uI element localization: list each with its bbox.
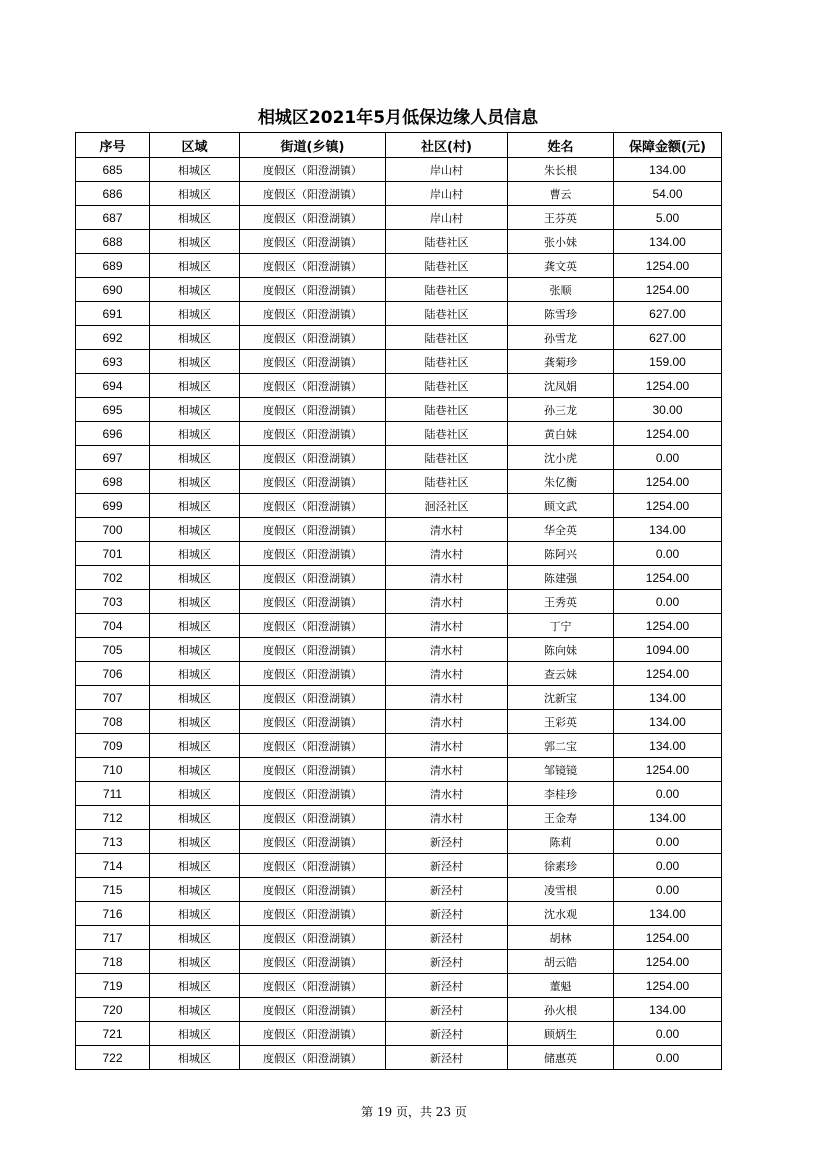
cell-name: 凌雪根 xyxy=(508,878,614,902)
table-row xyxy=(76,686,722,710)
cell-amount: 1254.00 xyxy=(614,254,722,278)
cell-district: 相城区 xyxy=(150,422,240,446)
cell-index: 692 xyxy=(76,326,150,350)
cell-community: 新泾村 xyxy=(386,878,508,902)
cell-index: 702 xyxy=(76,566,150,590)
cell-community: 清水村 xyxy=(386,758,508,782)
cell-district: 相城区 xyxy=(150,518,240,542)
cell-district: 相城区 xyxy=(150,542,240,566)
cell-name: 龚菊珍 xyxy=(508,350,614,374)
table-row xyxy=(76,878,722,902)
cell-index: 688 xyxy=(76,230,150,254)
cell-name: 李桂珍 xyxy=(508,782,614,806)
cell-street: 度假区（阳澄湖镇） xyxy=(240,830,386,854)
document-title: 相城区2021年5月低保边缘人员信息 xyxy=(257,108,539,128)
cell-district: 相城区 xyxy=(150,470,240,494)
table-row xyxy=(76,830,722,854)
cell-street: 度假区（阳澄湖镇） xyxy=(240,686,386,710)
cell-district: 相城区 xyxy=(150,494,240,518)
cell-community: 清水村 xyxy=(386,518,508,542)
cell-street: 度假区（阳澄湖镇） xyxy=(240,854,386,878)
cell-community: 新泾村 xyxy=(386,1022,508,1046)
table-row xyxy=(76,566,722,590)
cell-community: 清水村 xyxy=(386,710,508,734)
cell-amount: 134.00 xyxy=(614,710,722,734)
cell-index: 712 xyxy=(76,806,150,830)
cell-district: 相城区 xyxy=(150,830,240,854)
column-header-name: 姓名 xyxy=(508,133,614,158)
cell-name: 董魁 xyxy=(508,974,614,998)
cell-district: 相城区 xyxy=(150,614,240,638)
table-row xyxy=(76,542,722,566)
table-row xyxy=(76,230,722,254)
cell-street: 度假区（阳澄湖镇） xyxy=(240,878,386,902)
cell-district: 相城区 xyxy=(150,326,240,350)
cell-index: 722 xyxy=(76,1046,150,1070)
cell-district: 相城区 xyxy=(150,158,240,182)
cell-community: 岸山村 xyxy=(386,206,508,230)
cell-index: 715 xyxy=(76,878,150,902)
cell-amount: 1254.00 xyxy=(614,278,722,302)
cell-name: 储惠英 xyxy=(508,1046,614,1070)
table-row xyxy=(76,182,722,206)
cell-street: 度假区（阳澄湖镇） xyxy=(240,518,386,542)
table-row xyxy=(76,710,722,734)
cell-community: 陆巷社区 xyxy=(386,470,508,494)
cell-amount: 0.00 xyxy=(614,782,722,806)
cell-name: 曹云 xyxy=(508,182,614,206)
cell-name: 张小妹 xyxy=(508,230,614,254)
table-body xyxy=(76,158,722,1070)
cell-index: 691 xyxy=(76,302,150,326)
cell-district: 相城区 xyxy=(150,782,240,806)
cell-index: 708 xyxy=(76,710,150,734)
cell-community: 陆巷社区 xyxy=(386,254,508,278)
column-header-amount: 保障金额(元) xyxy=(614,133,722,158)
cell-name: 陈莉 xyxy=(508,830,614,854)
cell-name: 王金寿 xyxy=(508,806,614,830)
cell-amount: 134.00 xyxy=(614,998,722,1022)
cell-index: 698 xyxy=(76,470,150,494)
cell-street: 度假区（阳澄湖镇） xyxy=(240,998,386,1022)
cell-street: 度假区（阳澄湖镇） xyxy=(240,974,386,998)
cell-district: 相城区 xyxy=(150,398,240,422)
cell-amount: 0.00 xyxy=(614,542,722,566)
cell-community: 陆巷社区 xyxy=(386,422,508,446)
cell-amount: 134.00 xyxy=(614,902,722,926)
cell-street: 度假区（阳澄湖镇） xyxy=(240,278,386,302)
cell-community: 岸山村 xyxy=(386,158,508,182)
table-row xyxy=(76,638,722,662)
cell-community: 陆巷社区 xyxy=(386,374,508,398)
table-row xyxy=(76,854,722,878)
cell-amount: 627.00 xyxy=(614,326,722,350)
cell-name: 王彩英 xyxy=(508,710,614,734)
cell-name: 孙火根 xyxy=(508,998,614,1022)
cell-district: 相城区 xyxy=(150,878,240,902)
cell-street: 度假区（阳澄湖镇） xyxy=(240,350,386,374)
cell-street: 度假区（阳澄湖镇） xyxy=(240,734,386,758)
cell-street: 度假区（阳澄湖镇） xyxy=(240,158,386,182)
cell-name: 陈建强 xyxy=(508,566,614,590)
table-header-row xyxy=(76,133,722,158)
cell-district: 相城区 xyxy=(150,182,240,206)
table-row xyxy=(76,614,722,638)
cell-community: 新泾村 xyxy=(386,950,508,974)
cell-amount: 0.00 xyxy=(614,1022,722,1046)
cell-district: 相城区 xyxy=(150,566,240,590)
cell-index: 706 xyxy=(76,662,150,686)
cell-index: 720 xyxy=(76,998,150,1022)
cell-district: 相城区 xyxy=(150,974,240,998)
cell-street: 度假区（阳澄湖镇） xyxy=(240,446,386,470)
cell-name: 沈凤娟 xyxy=(508,374,614,398)
table-row xyxy=(76,902,722,926)
cell-amount: 134.00 xyxy=(614,734,722,758)
cell-name: 邹镜镜 xyxy=(508,758,614,782)
cell-index: 709 xyxy=(76,734,150,758)
table-row xyxy=(76,374,722,398)
cell-amount: 54.00 xyxy=(614,182,722,206)
cell-name: 沈水观 xyxy=(508,902,614,926)
cell-amount: 1254.00 xyxy=(614,422,722,446)
cell-district: 相城区 xyxy=(150,230,240,254)
cell-community: 新泾村 xyxy=(386,926,508,950)
cell-street: 度假区（阳澄湖镇） xyxy=(240,926,386,950)
page-number: 第 19 页，共 23 页 xyxy=(361,1105,467,1119)
cell-community: 清水村 xyxy=(386,806,508,830)
table-row xyxy=(76,662,722,686)
cell-index: 714 xyxy=(76,854,150,878)
table-row xyxy=(76,1046,722,1070)
cell-district: 相城区 xyxy=(150,278,240,302)
cell-community: 新泾村 xyxy=(386,998,508,1022)
cell-street: 度假区（阳澄湖镇） xyxy=(240,638,386,662)
column-header-index: 序号 xyxy=(76,133,150,158)
table-row xyxy=(76,326,722,350)
cell-amount: 134.00 xyxy=(614,230,722,254)
cell-street: 度假区（阳澄湖镇） xyxy=(240,230,386,254)
cell-district: 相城区 xyxy=(150,758,240,782)
cell-amount: 134.00 xyxy=(614,518,722,542)
cell-district: 相城区 xyxy=(150,854,240,878)
table-row xyxy=(76,398,722,422)
column-header-community: 社区(村) xyxy=(386,133,508,158)
cell-name: 孙三龙 xyxy=(508,398,614,422)
cell-index: 697 xyxy=(76,446,150,470)
cell-street: 度假区（阳澄湖镇） xyxy=(240,758,386,782)
cell-street: 度假区（阳澄湖镇） xyxy=(240,950,386,974)
cell-amount: 1254.00 xyxy=(614,374,722,398)
table-row xyxy=(76,518,722,542)
cell-name: 胡云皓 xyxy=(508,950,614,974)
cell-district: 相城区 xyxy=(150,590,240,614)
cell-district: 相城区 xyxy=(150,662,240,686)
cell-index: 713 xyxy=(76,830,150,854)
cell-index: 696 xyxy=(76,422,150,446)
cell-amount: 0.00 xyxy=(614,878,722,902)
cell-index: 710 xyxy=(76,758,150,782)
cell-community: 清水村 xyxy=(386,638,508,662)
cell-community: 新泾村 xyxy=(386,854,508,878)
cell-index: 693 xyxy=(76,350,150,374)
cell-street: 度假区（阳澄湖镇） xyxy=(240,710,386,734)
cell-name: 丁宁 xyxy=(508,614,614,638)
cell-street: 度假区（阳澄湖镇） xyxy=(240,806,386,830)
cell-amount: 134.00 xyxy=(614,686,722,710)
cell-community: 陆巷社区 xyxy=(386,326,508,350)
cell-community: 清水村 xyxy=(386,662,508,686)
cell-amount: 1254.00 xyxy=(614,566,722,590)
cell-amount: 1254.00 xyxy=(614,950,722,974)
cell-name: 龚文英 xyxy=(508,254,614,278)
cell-street: 度假区（阳澄湖镇） xyxy=(240,662,386,686)
cell-name: 王秀英 xyxy=(508,590,614,614)
cell-index: 719 xyxy=(76,974,150,998)
table-row xyxy=(76,998,722,1022)
cell-name: 陈雪珍 xyxy=(508,302,614,326)
cell-amount: 1254.00 xyxy=(614,926,722,950)
cell-amount: 5.00 xyxy=(614,206,722,230)
cell-name: 黄白妹 xyxy=(508,422,614,446)
cell-district: 相城区 xyxy=(150,446,240,470)
cell-index: 701 xyxy=(76,542,150,566)
cell-amount: 1094.00 xyxy=(614,638,722,662)
cell-index: 686 xyxy=(76,182,150,206)
cell-index: 695 xyxy=(76,398,150,422)
cell-amount: 627.00 xyxy=(614,302,722,326)
cell-community: 清水村 xyxy=(386,590,508,614)
cell-street: 度假区（阳澄湖镇） xyxy=(240,302,386,326)
cell-name: 郭二宝 xyxy=(508,734,614,758)
cell-community: 洄泾社区 xyxy=(386,494,508,518)
cell-amount: 1254.00 xyxy=(614,974,722,998)
cell-street: 度假区（阳澄湖镇） xyxy=(240,566,386,590)
cell-community: 清水村 xyxy=(386,686,508,710)
cell-amount: 30.00 xyxy=(614,398,722,422)
cell-name: 胡林 xyxy=(508,926,614,950)
table-row xyxy=(76,758,722,782)
cell-name: 陈向妹 xyxy=(508,638,614,662)
cell-community: 陆巷社区 xyxy=(386,398,508,422)
cell-district: 相城区 xyxy=(150,1046,240,1070)
cell-district: 相城区 xyxy=(150,638,240,662)
cell-amount: 134.00 xyxy=(614,158,722,182)
cell-community: 陆巷社区 xyxy=(386,230,508,254)
cell-amount: 134.00 xyxy=(614,806,722,830)
table-row xyxy=(76,350,722,374)
table-row xyxy=(76,782,722,806)
cell-community: 新泾村 xyxy=(386,830,508,854)
cell-street: 度假区（阳澄湖镇） xyxy=(240,422,386,446)
cell-name: 顾炳生 xyxy=(508,1022,614,1046)
table-row xyxy=(76,422,722,446)
cell-amount: 1254.00 xyxy=(614,614,722,638)
table-row xyxy=(76,446,722,470)
table-row xyxy=(76,494,722,518)
table-row xyxy=(76,806,722,830)
cell-street: 度假区（阳澄湖镇） xyxy=(240,1046,386,1070)
cell-district: 相城区 xyxy=(150,350,240,374)
cell-district: 相城区 xyxy=(150,374,240,398)
cell-index: 699 xyxy=(76,494,150,518)
table-row xyxy=(76,950,722,974)
column-header-street: 街道(乡镇) xyxy=(240,133,386,158)
cell-community: 陆巷社区 xyxy=(386,350,508,374)
cell-community: 清水村 xyxy=(386,734,508,758)
cell-index: 685 xyxy=(76,158,150,182)
cell-street: 度假区（阳澄湖镇） xyxy=(240,542,386,566)
cell-index: 705 xyxy=(76,638,150,662)
cell-street: 度假区（阳澄湖镇） xyxy=(240,590,386,614)
cell-district: 相城区 xyxy=(150,302,240,326)
cell-district: 相城区 xyxy=(150,254,240,278)
cell-street: 度假区（阳澄湖镇） xyxy=(240,902,386,926)
cell-district: 相城区 xyxy=(150,926,240,950)
cell-community: 新泾村 xyxy=(386,974,508,998)
table-row xyxy=(76,734,722,758)
cell-amount: 1254.00 xyxy=(614,470,722,494)
cell-name: 张顺 xyxy=(508,278,614,302)
cell-name: 朱长根 xyxy=(508,158,614,182)
cell-index: 694 xyxy=(76,374,150,398)
cell-index: 703 xyxy=(76,590,150,614)
cell-name: 沈新宝 xyxy=(508,686,614,710)
cell-amount: 1254.00 xyxy=(614,758,722,782)
cell-amount: 159.00 xyxy=(614,350,722,374)
cell-index: 717 xyxy=(76,926,150,950)
cell-street: 度假区（阳澄湖镇） xyxy=(240,254,386,278)
cell-district: 相城区 xyxy=(150,950,240,974)
cell-index: 707 xyxy=(76,686,150,710)
cell-name: 孙雪龙 xyxy=(508,326,614,350)
table-row xyxy=(76,278,722,302)
table-row xyxy=(76,974,722,998)
recipient-table xyxy=(75,132,722,1070)
cell-amount: 1254.00 xyxy=(614,662,722,686)
cell-amount: 0.00 xyxy=(614,1046,722,1070)
cell-district: 相城区 xyxy=(150,998,240,1022)
cell-street: 度假区（阳澄湖镇） xyxy=(240,398,386,422)
cell-community: 新泾村 xyxy=(386,1046,508,1070)
cell-street: 度假区（阳澄湖镇） xyxy=(240,326,386,350)
table-row xyxy=(76,470,722,494)
cell-street: 度假区（阳澄湖镇） xyxy=(240,182,386,206)
cell-community: 陆巷社区 xyxy=(386,278,508,302)
cell-street: 度假区（阳澄湖镇） xyxy=(240,206,386,230)
cell-community: 陆巷社区 xyxy=(386,302,508,326)
cell-amount: 0.00 xyxy=(614,446,722,470)
cell-district: 相城区 xyxy=(150,1022,240,1046)
cell-district: 相城区 xyxy=(150,686,240,710)
cell-community: 岸山村 xyxy=(386,182,508,206)
cell-street: 度假区（阳澄湖镇） xyxy=(240,470,386,494)
cell-community: 清水村 xyxy=(386,542,508,566)
cell-amount: 0.00 xyxy=(614,854,722,878)
cell-community: 清水村 xyxy=(386,566,508,590)
cell-name: 查云妹 xyxy=(508,662,614,686)
cell-community: 陆巷社区 xyxy=(386,446,508,470)
cell-index: 700 xyxy=(76,518,150,542)
table-row xyxy=(76,926,722,950)
cell-name: 王芬英 xyxy=(508,206,614,230)
cell-district: 相城区 xyxy=(150,710,240,734)
cell-street: 度假区（阳澄湖镇） xyxy=(240,614,386,638)
cell-street: 度假区（阳澄湖镇） xyxy=(240,1022,386,1046)
cell-street: 度假区（阳澄湖镇） xyxy=(240,494,386,518)
column-header-district: 区域 xyxy=(150,133,240,158)
cell-district: 相城区 xyxy=(150,902,240,926)
cell-amount: 0.00 xyxy=(614,590,722,614)
cell-name: 沈小虎 xyxy=(508,446,614,470)
cell-index: 690 xyxy=(76,278,150,302)
cell-community: 清水村 xyxy=(386,782,508,806)
cell-street: 度假区（阳澄湖镇） xyxy=(240,782,386,806)
table-row xyxy=(76,302,722,326)
cell-name: 朱亿衡 xyxy=(508,470,614,494)
cell-index: 687 xyxy=(76,206,150,230)
cell-street: 度假区（阳澄湖镇） xyxy=(240,374,386,398)
cell-district: 相城区 xyxy=(150,806,240,830)
cell-amount: 0.00 xyxy=(614,830,722,854)
cell-district: 相城区 xyxy=(150,734,240,758)
table-row xyxy=(76,1022,722,1046)
table-row xyxy=(76,254,722,278)
cell-index: 704 xyxy=(76,614,150,638)
cell-name: 顾文武 xyxy=(508,494,614,518)
cell-index: 721 xyxy=(76,1022,150,1046)
cell-community: 清水村 xyxy=(386,614,508,638)
cell-community: 新泾村 xyxy=(386,902,508,926)
cell-index: 716 xyxy=(76,902,150,926)
cell-name: 徐素珍 xyxy=(508,854,614,878)
cell-index: 711 xyxy=(76,782,150,806)
cell-name: 陈阿兴 xyxy=(508,542,614,566)
cell-district: 相城区 xyxy=(150,206,240,230)
table-row xyxy=(76,590,722,614)
cell-name: 华全英 xyxy=(508,518,614,542)
table-row xyxy=(76,158,722,182)
cell-amount: 1254.00 xyxy=(614,494,722,518)
table-row xyxy=(76,206,722,230)
cell-index: 718 xyxy=(76,950,150,974)
cell-index: 689 xyxy=(76,254,150,278)
